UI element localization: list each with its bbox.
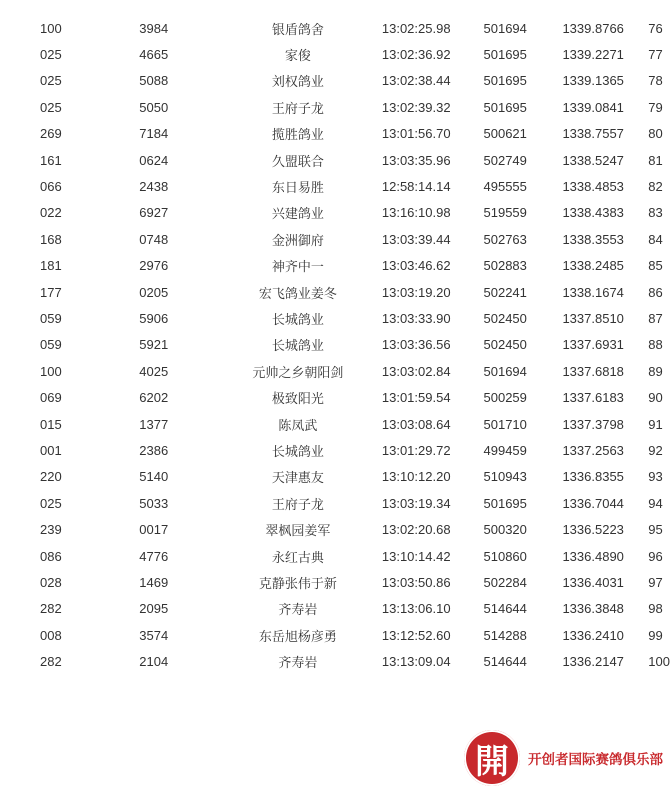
loft-name-cell: 刘权鸽业 bbox=[271, 74, 324, 90]
distance-cell: 501695 bbox=[483, 495, 527, 511]
region-code-cell: 028 bbox=[40, 574, 62, 590]
arrival-time-cell: 13:02:38.44 bbox=[381, 73, 451, 89]
table-row bbox=[0, 94, 670, 120]
rank-cell: 98 bbox=[648, 601, 663, 617]
rank-cell: 86 bbox=[648, 284, 663, 300]
arrival-time-cell: 13:02:25.98 bbox=[381, 20, 451, 36]
table-row bbox=[0, 490, 670, 516]
arrival-time-cell: 13:02:20.68 bbox=[381, 522, 451, 538]
loft-name-cell: 长城鸽业 bbox=[271, 338, 324, 354]
loft-name-cell: 揽胜鸽业 bbox=[271, 127, 324, 143]
arrival-time-cell: 12:58:14.14 bbox=[381, 179, 451, 195]
rank-cell: 92 bbox=[648, 442, 663, 458]
results-table bbox=[0, 15, 670, 675]
region-code-cell: 239 bbox=[40, 522, 62, 538]
rank-cell: 89 bbox=[648, 363, 663, 379]
ring-number-cell: 4025 bbox=[139, 363, 169, 379]
region-code-cell: 022 bbox=[40, 205, 62, 221]
arrival-time-cell: 13:03:46.62 bbox=[381, 258, 451, 274]
loft-name-cell: 极致阳光 bbox=[271, 391, 324, 407]
region-code-cell: 066 bbox=[40, 179, 62, 195]
region-code-cell: 282 bbox=[40, 601, 62, 617]
table-row bbox=[0, 622, 670, 648]
speed-cell: 1336.8355 bbox=[562, 469, 624, 485]
results-body bbox=[0, 15, 670, 675]
speed-cell: 1339.8766 bbox=[562, 20, 624, 36]
distance-cell: 514644 bbox=[483, 654, 527, 670]
club-name: 开创者国际赛鸽俱乐部 bbox=[528, 752, 663, 767]
speed-cell: 1337.6931 bbox=[562, 337, 624, 353]
rank-cell: 97 bbox=[648, 574, 663, 590]
region-code-cell: 100 bbox=[40, 363, 62, 379]
table-row bbox=[0, 464, 670, 490]
arrival-time-cell: 13:03:08.64 bbox=[381, 416, 451, 432]
arrival-time-cell: 13:03:19.34 bbox=[381, 495, 451, 511]
table-row bbox=[0, 358, 670, 384]
region-code-cell: 059 bbox=[40, 310, 62, 326]
speed-cell: 1336.7044 bbox=[562, 495, 624, 511]
rank-cell: 90 bbox=[648, 390, 663, 406]
loft-name-cell: 永红古典 bbox=[271, 549, 324, 565]
loft-name-cell: 家俊 bbox=[284, 48, 311, 64]
arrival-time-cell: 13:03:33.90 bbox=[381, 310, 451, 326]
ring-number-cell: 5921 bbox=[139, 337, 169, 353]
table-row bbox=[0, 15, 670, 41]
rank-cell: 82 bbox=[648, 179, 663, 195]
table-row bbox=[0, 648, 670, 674]
ring-number-cell: 0748 bbox=[139, 231, 169, 247]
loft-name-cell: 元帅之乡朝阳剑 bbox=[252, 364, 344, 380]
table-row bbox=[0, 569, 670, 595]
arrival-time-cell: 13:01:29.72 bbox=[381, 442, 451, 458]
region-code-cell: 025 bbox=[40, 47, 62, 63]
table-row bbox=[0, 596, 670, 622]
arrival-time-cell: 13:01:56.70 bbox=[381, 126, 451, 142]
arrival-time-cell: 13:02:36.92 bbox=[381, 47, 451, 63]
speed-cell: 1339.1365 bbox=[562, 73, 624, 89]
table-row bbox=[0, 543, 670, 569]
arrival-time-cell: 13:10:14.42 bbox=[381, 548, 451, 564]
region-code-cell: 282 bbox=[40, 654, 62, 670]
distance-cell: 501695 bbox=[483, 47, 527, 63]
distance-cell: 502241 bbox=[483, 284, 527, 300]
distance-cell: 502284 bbox=[483, 574, 527, 590]
ring-number-cell: 3984 bbox=[139, 20, 169, 36]
region-code-cell: 001 bbox=[40, 442, 62, 458]
loft-name-cell: 王府子龙 bbox=[271, 100, 324, 116]
distance-cell: 495555 bbox=[483, 179, 527, 195]
speed-cell: 1338.5247 bbox=[562, 152, 624, 168]
ring-number-cell: 5088 bbox=[139, 73, 169, 89]
region-code-cell: 025 bbox=[40, 99, 62, 115]
arrival-time-cell: 13:02:39.32 bbox=[381, 99, 451, 115]
rank-cell: 81 bbox=[648, 152, 663, 168]
rank-cell: 87 bbox=[648, 310, 663, 326]
region-code-cell: 100 bbox=[40, 20, 62, 36]
loft-name-cell: 翠枫园姜军 bbox=[265, 523, 331, 539]
speed-cell: 1336.2147 bbox=[562, 654, 624, 670]
rank-cell: 78 bbox=[648, 73, 663, 89]
rank-cell: 83 bbox=[648, 205, 663, 221]
table-row bbox=[0, 332, 670, 358]
loft-name-cell: 长城鸽业 bbox=[271, 311, 324, 327]
loft-name-cell: 久盟联合 bbox=[271, 153, 324, 169]
arrival-time-cell: 13:10:12.20 bbox=[381, 469, 451, 485]
region-code-cell: 015 bbox=[40, 416, 62, 432]
arrival-time-cell: 13:03:19.20 bbox=[381, 284, 451, 300]
distance-cell: 502450 bbox=[483, 310, 527, 326]
table-row bbox=[0, 253, 670, 279]
ring-number-cell: 2438 bbox=[139, 179, 169, 195]
club-seal-icon: 開 bbox=[464, 730, 520, 786]
region-code-cell: 069 bbox=[40, 390, 62, 406]
speed-cell: 1339.2271 bbox=[562, 47, 624, 63]
distance-cell: 519559 bbox=[483, 205, 527, 221]
loft-name-cell: 兴建鸽业 bbox=[271, 206, 324, 222]
rank-cell: 76 bbox=[648, 20, 663, 36]
region-code-cell: 086 bbox=[40, 548, 62, 564]
ring-number-cell: 2386 bbox=[139, 442, 169, 458]
table-row bbox=[0, 384, 670, 410]
loft-name-cell: 金洲御府 bbox=[271, 232, 324, 248]
ring-number-cell: 5140 bbox=[139, 469, 169, 485]
loft-name-cell: 东日易胜 bbox=[271, 180, 324, 196]
region-code-cell: 059 bbox=[40, 337, 62, 353]
rank-cell: 85 bbox=[648, 258, 663, 274]
distance-cell: 500621 bbox=[483, 126, 527, 142]
ring-number-cell: 5906 bbox=[139, 310, 169, 326]
ring-number-cell: 2976 bbox=[139, 258, 169, 274]
loft-name-cell: 陈凤武 bbox=[278, 417, 318, 433]
speed-cell: 1336.3848 bbox=[562, 601, 624, 617]
ring-number-cell: 0624 bbox=[139, 152, 169, 168]
club-logo bbox=[464, 728, 664, 788]
speed-cell: 1336.5223 bbox=[562, 522, 624, 538]
distance-cell: 510860 bbox=[483, 548, 527, 564]
arrival-time-cell: 13:03:02.84 bbox=[381, 363, 451, 379]
region-code-cell: 220 bbox=[40, 469, 62, 485]
ring-number-cell: 0017 bbox=[139, 522, 169, 538]
table-row bbox=[0, 121, 670, 147]
speed-cell: 1337.2563 bbox=[562, 442, 624, 458]
arrival-time-cell: 13:12:52.60 bbox=[381, 627, 451, 643]
distance-cell: 510943 bbox=[483, 469, 527, 485]
rank-cell: 80 bbox=[648, 126, 663, 142]
rank-cell: 77 bbox=[648, 47, 663, 63]
table-row bbox=[0, 68, 670, 94]
loft-name-cell: 王府子龙 bbox=[271, 496, 324, 512]
rank-cell: 95 bbox=[648, 522, 663, 538]
speed-cell: 1338.1674 bbox=[562, 284, 624, 300]
arrival-time-cell: 13:03:50.86 bbox=[381, 574, 451, 590]
distance-cell: 514644 bbox=[483, 601, 527, 617]
region-code-cell: 177 bbox=[40, 284, 62, 300]
rank-cell: 91 bbox=[648, 416, 663, 432]
speed-cell: 1338.7557 bbox=[562, 126, 624, 142]
region-code-cell: 025 bbox=[40, 73, 62, 89]
ring-number-cell: 4776 bbox=[139, 548, 169, 564]
table-row bbox=[0, 200, 670, 226]
rank-cell: 99 bbox=[648, 627, 663, 643]
ring-number-cell: 5033 bbox=[139, 495, 169, 511]
distance-cell: 499459 bbox=[483, 442, 527, 458]
distance-cell: 501695 bbox=[483, 73, 527, 89]
loft-name-cell: 克静张伟于新 bbox=[258, 575, 337, 591]
loft-name-cell: 宏飞鸽业姜冬 bbox=[258, 285, 337, 301]
arrival-time-cell: 13:03:36.56 bbox=[381, 337, 451, 353]
speed-cell: 1336.4031 bbox=[562, 574, 624, 590]
speed-cell: 1339.0841 bbox=[562, 99, 624, 115]
distance-cell: 501694 bbox=[483, 20, 527, 36]
ring-number-cell: 4665 bbox=[139, 47, 169, 63]
region-code-cell: 269 bbox=[40, 126, 62, 142]
arrival-time-cell: 13:16:10.98 bbox=[381, 205, 451, 221]
loft-name-cell: 东岳旭杨彦勇 bbox=[258, 628, 337, 644]
speed-cell: 1337.3798 bbox=[562, 416, 624, 432]
arrival-time-cell: 13:13:06.10 bbox=[381, 601, 451, 617]
rank-cell: 100 bbox=[648, 654, 670, 670]
rank-cell: 94 bbox=[648, 495, 663, 511]
arrival-time-cell: 13:13:09.04 bbox=[381, 654, 451, 670]
speed-cell: 1336.2410 bbox=[562, 627, 624, 643]
speed-cell: 1338.4383 bbox=[562, 205, 624, 221]
rank-cell: 84 bbox=[648, 231, 663, 247]
table-row bbox=[0, 41, 670, 67]
table-row bbox=[0, 305, 670, 331]
distance-cell: 500259 bbox=[483, 390, 527, 406]
region-code-cell: 161 bbox=[40, 152, 62, 168]
table-row bbox=[0, 173, 670, 199]
region-code-cell: 008 bbox=[40, 627, 62, 643]
ring-number-cell: 6927 bbox=[139, 205, 169, 221]
speed-cell: 1336.4890 bbox=[562, 548, 624, 564]
table-row bbox=[0, 147, 670, 173]
ring-number-cell: 5050 bbox=[139, 99, 169, 115]
loft-name-cell: 银盾鸽舍 bbox=[271, 21, 324, 37]
distance-cell: 502883 bbox=[483, 258, 527, 274]
arrival-time-cell: 13:03:35.96 bbox=[381, 152, 451, 168]
distance-cell: 502763 bbox=[483, 231, 527, 247]
ring-number-cell: 7184 bbox=[139, 126, 169, 142]
ring-number-cell: 6202 bbox=[139, 390, 169, 406]
loft-name-cell: 齐寿岩 bbox=[278, 602, 318, 618]
table-row bbox=[0, 437, 670, 463]
loft-name-cell: 天津惠友 bbox=[271, 470, 324, 486]
loft-name-cell: 长城鸽业 bbox=[271, 443, 324, 459]
distance-cell: 501694 bbox=[483, 363, 527, 379]
region-code-cell: 168 bbox=[40, 231, 62, 247]
rank-cell: 93 bbox=[648, 469, 663, 485]
distance-cell: 500320 bbox=[483, 522, 527, 538]
arrival-time-cell: 13:01:59.54 bbox=[381, 390, 451, 406]
ring-number-cell: 1377 bbox=[139, 416, 169, 432]
loft-name-cell: 神齐中一 bbox=[271, 259, 324, 275]
rank-cell: 96 bbox=[648, 548, 663, 564]
table-row bbox=[0, 411, 670, 437]
distance-cell: 502749 bbox=[483, 152, 527, 168]
distance-cell: 502450 bbox=[483, 337, 527, 353]
ring-number-cell: 1469 bbox=[139, 574, 169, 590]
speed-cell: 1338.4853 bbox=[562, 179, 624, 195]
loft-name-cell: 齐寿岩 bbox=[278, 655, 318, 671]
region-code-cell: 025 bbox=[40, 495, 62, 511]
arrival-time-cell: 13:03:39.44 bbox=[381, 231, 451, 247]
speed-cell: 1337.8510 bbox=[562, 310, 624, 326]
distance-cell: 501695 bbox=[483, 99, 527, 115]
rank-cell: 79 bbox=[648, 99, 663, 115]
distance-cell: 501710 bbox=[483, 416, 527, 432]
speed-cell: 1337.6183 bbox=[562, 390, 624, 406]
ring-number-cell: 0205 bbox=[139, 284, 169, 300]
table-row bbox=[0, 226, 670, 252]
rank-cell: 88 bbox=[648, 337, 663, 353]
speed-cell: 1337.6818 bbox=[562, 363, 624, 379]
ring-number-cell: 2095 bbox=[139, 601, 169, 617]
ring-number-cell: 3574 bbox=[139, 627, 169, 643]
table-row bbox=[0, 516, 670, 542]
speed-cell: 1338.2485 bbox=[562, 258, 624, 274]
speed-cell: 1338.3553 bbox=[562, 231, 624, 247]
region-code-cell: 181 bbox=[40, 258, 62, 274]
distance-cell: 514288 bbox=[483, 627, 527, 643]
table-row bbox=[0, 279, 670, 305]
ring-number-cell: 2104 bbox=[139, 654, 169, 670]
